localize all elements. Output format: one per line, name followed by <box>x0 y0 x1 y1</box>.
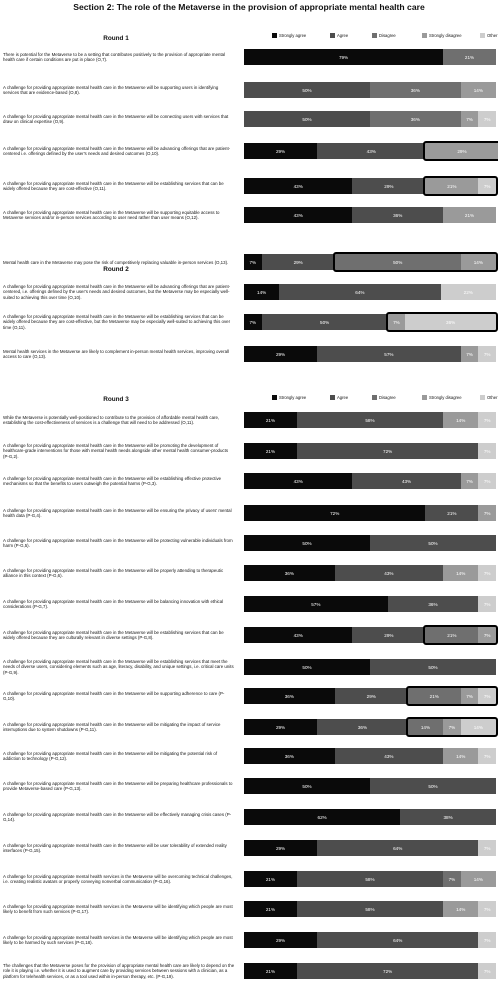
stacked-bar <box>244 871 496 887</box>
highlight-box <box>386 312 498 332</box>
legend-swatch <box>480 395 485 400</box>
bar-segment <box>370 778 496 794</box>
data-label: 58% <box>365 417 375 423</box>
stacked-bar <box>244 284 496 300</box>
bar-segment <box>443 565 478 581</box>
legend-swatch <box>330 395 335 400</box>
bar-segment <box>244 688 335 704</box>
data-label: 64% <box>393 937 403 943</box>
highlight-box <box>333 252 498 272</box>
bar-segment <box>443 412 478 428</box>
bar-segment <box>461 111 479 127</box>
data-label: 14% <box>456 753 466 759</box>
row-label: While the Metaverse is potentially well-positioned to contribute to the provision of affordable mental health care, establishing the cost-effectiveness of services is a challenge that will need to be addressed (O,11). <box>3 414 220 425</box>
data-label: 21% <box>265 417 276 423</box>
row-label: A challenge for providing appropriate mental health care in the Metaverse will be preparing healthcare professionals to provide Metaverse-based care (P-G,13). <box>3 780 233 791</box>
data-label: 21% <box>265 968 276 974</box>
data-label: 7% <box>249 319 257 325</box>
bar-segment <box>244 809 400 825</box>
bar-segment <box>443 901 478 917</box>
data-label: 22% <box>463 289 473 295</box>
data-label: 21% <box>447 632 457 638</box>
data-label: 7% <box>483 753 491 759</box>
legend-item <box>272 395 306 400</box>
bar-segment <box>317 840 478 856</box>
bar-segment <box>352 178 425 194</box>
row-label: A challenge for providing appropriate mental health care in the Metaverse will be connecting users with services that draw on clinical expertise (O,9). <box>3 113 229 124</box>
bar-segment <box>335 748 443 764</box>
data-label: 29% <box>275 937 286 943</box>
stacked-bar <box>244 719 496 735</box>
stacked-bar <box>244 473 496 489</box>
row-label: A challenge for providing appropriate mental health care in the Metaverse will be user tolerability of extended reality interfaces (P-G,15). <box>3 842 227 853</box>
row-label: A challenge for providing appropriate mental health care in the Metaverse will be mitigating the potential risk of addiction to technology (P-G,12). <box>3 750 218 761</box>
legend-swatch <box>372 395 377 400</box>
row-label: A challenge for providing appropriate mental health care in the Metaverse will be mitigating the impact of service interruptions due to system shutdowns (P-G,11). <box>3 721 221 732</box>
row-label: A challenge for providing appropriate mental health care in the Metaverse will be establishing services that can be widely offered because they are cost-effective (O,11). <box>3 180 224 191</box>
data-label: 7% <box>483 478 491 484</box>
data-label: 36% <box>284 753 294 759</box>
data-label: 7% <box>466 693 473 699</box>
data-label: 62% <box>317 814 327 820</box>
bar-segment <box>244 473 352 489</box>
data-label: 21% <box>265 876 276 882</box>
row-label: A challenge for providing appropriate mental health care in the Metaverse will be effectively managing crisis cases (P-G,14). <box>3 811 232 822</box>
row-label: A challenge for providing appropriate mental health care in the Metaverse will be establishing effective protective mechanisms so that the benefits to users outweigh the potential harms (P-G,3). <box>3 475 222 486</box>
row-label: A challenge for providing appropriate mental health care in the Metaverse will be protecting vulnerable individuals from harm (P-G,5). <box>3 537 233 548</box>
bar-segment <box>352 627 425 643</box>
row-label: A challenge for providing appropriate mental health care in the Metaverse will be establishing services that can be widely offered because they are culturally relevant in diverse settings (P-G,8). <box>3 629 224 640</box>
bar-segment: 21% <box>443 49 496 65</box>
bar-segment <box>461 473 479 489</box>
stacked-bar <box>244 659 496 675</box>
data-label: 50% <box>428 664 438 670</box>
bar-segment <box>244 505 425 521</box>
row-label: Mental health services in the Metaverse are likely to complement in-person mental health services, improving overall access to care (O,13). <box>3 348 229 359</box>
row-label: A challenge for providing appropriate mental health care in the Metaverse will be establishing services that can be widely offered because they are cost-effective, but the Metaverse may be especially well-suited to achieving this over time (O,11). <box>3 314 231 330</box>
legend <box>244 394 496 403</box>
data-label: 64% <box>393 845 403 851</box>
legend-item <box>330 395 348 400</box>
legend-label: Strongly agree <box>279 395 307 400</box>
data-label: 36% <box>284 570 294 576</box>
bar-segment <box>244 346 317 362</box>
stacked-bar <box>244 412 496 428</box>
bar-segment <box>317 346 461 362</box>
stacked-bar <box>244 443 496 459</box>
bar-segment <box>244 443 297 459</box>
data-label: 14% <box>456 417 466 423</box>
data-label: 50% <box>393 259 403 265</box>
data-label: 36% <box>357 724 368 730</box>
bar-segment <box>244 284 279 300</box>
bar-segment <box>443 871 461 887</box>
data-label: 72% <box>383 968 393 974</box>
bar-segment <box>297 901 443 917</box>
highlight-box <box>406 686 498 706</box>
legend-item <box>372 395 396 400</box>
data-label: 72% <box>383 448 393 454</box>
bar-segment <box>244 207 352 223</box>
bar-segment <box>244 901 297 917</box>
highlight-box <box>423 141 498 161</box>
bar-segment <box>244 627 352 643</box>
data-label: 14% <box>420 724 431 730</box>
data-label: 43% <box>384 570 394 576</box>
row-label: A challenge for providing appropriate mental health care in the Metaverse will be advancing offerings that are patient-centered, i.e. offerings defined by the user's needs and desired outcomes, but the Metaverse may be especially well-suited to achieving this over time (O,10). <box>3 284 231 300</box>
row-label: Mental health care in the Metaverse may pose the risk of competitively replacing valuable in-person services (O,13). <box>3 259 229 265</box>
legend-label: Strongly agree <box>279 33 307 38</box>
data-label: 7% <box>466 351 473 357</box>
legend-label: Agree <box>337 395 349 400</box>
row-label: A challenge for providing appropriate mental health care in the Metaverse will be balancing innovation with ethical considerations (P-G,7). <box>3 598 224 609</box>
legend-item <box>330 33 348 38</box>
bar-segment <box>443 748 478 764</box>
data-label: 29% <box>275 148 286 154</box>
bar-segment <box>335 565 443 581</box>
bar-segment <box>478 901 496 917</box>
stacked-bar <box>244 596 496 612</box>
bar-segment <box>461 346 479 362</box>
legend-item <box>480 395 497 400</box>
data-label: 72% <box>330 510 340 516</box>
bar-segment <box>352 207 443 223</box>
data-label: 43% <box>293 212 303 218</box>
data-label: 7% <box>483 937 491 943</box>
data-label: 36% <box>446 319 456 325</box>
data-label: 21% <box>265 448 276 454</box>
data-label: 50% <box>302 540 312 546</box>
legend-label: Strongly disagree <box>429 395 462 400</box>
bar-segment <box>461 82 496 98</box>
bar-segment <box>335 688 408 704</box>
data-label: 57% <box>311 601 321 607</box>
data-label: 79% <box>338 54 349 60</box>
row-label: There is potential for the Metaverse to be a setting that contributes positively to the provision of appropriate mental health care if certain conditions are put in place (O,7). <box>3 51 226 62</box>
row-label: A challenge for providing appropriate mental health care in the Metaverse will be establishing services that meet the needs of diverse users, considering elements such as age, literacy, disability, and unique settings, i.e. critical care units (P-G,9). <box>3 659 234 675</box>
data-label: 7% <box>483 570 491 576</box>
bar-segment <box>244 963 297 979</box>
bar-segment <box>244 535 370 551</box>
round-title: Round 3 <box>103 396 129 403</box>
row-label: A challenge for providing appropriate mental health care in the Metaverse will be supporting equitable access to Metaverse services and/or in-person services according to user need rather than user means (O,12). <box>3 209 220 220</box>
highlight-box <box>423 625 498 645</box>
row-label: A challenge for providing appropriate mental health services in the Metaverse will be overcoming technical challenges, i.e. creating realistic avatars or properly conveying nonverbal communication (P-G,16). <box>3 873 233 884</box>
data-label: 7% <box>483 351 491 357</box>
stacked-bar <box>244 901 496 917</box>
data-label: 7% <box>249 259 257 265</box>
data-label: 43% <box>366 148 376 154</box>
data-label: 7% <box>448 876 456 882</box>
highlight-box <box>423 176 498 196</box>
stacked-bar <box>244 778 496 794</box>
stacked-bar <box>244 535 496 551</box>
stacked-bar <box>244 963 496 979</box>
data-label: 50% <box>302 87 312 93</box>
round-title: Round 1 <box>103 35 129 42</box>
stacked-bar <box>244 932 496 948</box>
stacked-bar <box>244 627 496 643</box>
data-label: 29% <box>275 724 286 730</box>
data-label: 21% <box>447 183 457 189</box>
data-label: 14% <box>473 259 483 265</box>
bar-segment <box>244 596 388 612</box>
data-label: 58% <box>365 876 375 882</box>
bar-segment <box>370 535 496 551</box>
bar-segment <box>400 809 496 825</box>
legend-swatch <box>480 33 485 38</box>
bar-segment <box>370 659 496 675</box>
bar-segment <box>441 284 496 300</box>
bar-segment <box>262 254 335 270</box>
bar-segment <box>478 840 496 856</box>
data-label: 29% <box>366 693 376 699</box>
stacked-bar <box>244 565 496 581</box>
data-label: 29% <box>275 845 286 851</box>
row-label: A challenge for providing appropriate mental health care in the Metaverse will be promoting the development of healthcare-grade interventions for those with mental health needs alongside other mental health consumer-products (P-G,2). <box>3 443 229 459</box>
bar-segment <box>244 871 297 887</box>
data-label: 50% <box>302 116 312 122</box>
data-label: 7% <box>483 693 491 699</box>
bar-segment <box>478 412 496 428</box>
data-label: 43% <box>384 753 394 759</box>
data-label: 14% <box>473 876 483 882</box>
stacked-bar <box>244 840 496 856</box>
bar-segment <box>297 443 478 459</box>
data-label: 50% <box>320 319 330 325</box>
stacked-bar <box>244 505 496 521</box>
data-label: 7% <box>466 478 473 484</box>
data-label: 7% <box>466 116 473 122</box>
data-label: 14% <box>456 906 466 912</box>
data-label: 50% <box>302 783 312 789</box>
data-label: 7% <box>483 448 491 454</box>
row-label: A challenge for providing appropriate mental health care in the Metaverse will be supporting adherence to care (P-G,10). <box>3 690 225 701</box>
data-label: 21% <box>464 212 475 218</box>
data-label: 21% <box>265 906 276 912</box>
bar-segment <box>478 443 496 459</box>
legend-item <box>480 33 497 38</box>
data-label: 29% <box>384 183 394 189</box>
bar-segment <box>297 412 443 428</box>
bar-segment <box>478 473 496 489</box>
bar-segment <box>317 932 478 948</box>
data-label: 29% <box>457 148 467 154</box>
stacked-bar <box>244 178 496 194</box>
data-label: 43% <box>293 632 303 638</box>
data-label: 7% <box>483 116 491 122</box>
data-label: 38% <box>443 814 453 820</box>
data-label: 7% <box>483 968 491 974</box>
bar-segment <box>262 314 388 330</box>
legend-item <box>422 395 462 400</box>
data-label: 57% <box>384 351 394 357</box>
data-label: 43% <box>293 183 303 189</box>
legend <box>244 32 496 41</box>
legend-label: Strongly disagree <box>429 33 462 38</box>
legend-swatch <box>422 395 427 400</box>
bar-segment <box>478 346 496 362</box>
bar-segment <box>317 143 425 159</box>
round-title: Round 2 <box>103 266 129 273</box>
row-label: A challenge for providing appropriate mental health care in the Metaverse will be advancing offerings that are patient-centered i.e. offerings defined by the user's needs and desired outcomes (O,10). <box>3 145 231 156</box>
legend-item <box>422 33 462 38</box>
bar-segment <box>388 596 479 612</box>
bar-segment <box>478 565 496 581</box>
bar-segment <box>478 596 496 612</box>
data-label: 7% <box>483 601 491 607</box>
stacked-bar <box>244 143 496 159</box>
data-label: 36% <box>393 212 403 218</box>
data-label: 14% <box>257 289 267 295</box>
bar-segment <box>279 284 440 300</box>
bar-segment <box>244 659 370 675</box>
data-label: 7% <box>393 319 400 325</box>
data-label: 58% <box>365 906 375 912</box>
data-label: 50% <box>302 664 312 670</box>
stacked-bar <box>244 748 496 764</box>
stacked-bar <box>244 809 496 825</box>
highlight-box <box>406 717 498 737</box>
data-label: 7% <box>483 183 491 189</box>
row-label: A challenge for providing appropriate mental health care in the Metaverse will be supporting users in identifying services that are evidence-based (O,8). <box>3 84 219 95</box>
legend-swatch <box>422 33 427 38</box>
data-label: 7% <box>483 632 491 638</box>
bar-segment <box>244 178 352 194</box>
legend-swatch <box>330 33 335 38</box>
bar-segment <box>244 932 317 948</box>
data-label: 29% <box>275 351 286 357</box>
bar-segment <box>244 49 443 65</box>
data-label: 14% <box>456 570 466 576</box>
bar-segment <box>244 840 317 856</box>
data-label: 43% <box>401 478 412 484</box>
stacked-bar <box>244 314 496 330</box>
legend-swatch <box>372 33 377 38</box>
bar-segment <box>370 111 461 127</box>
stacked-bar <box>244 254 496 270</box>
bar-segment <box>478 963 496 979</box>
data-label: 7% <box>483 906 491 912</box>
bar-segment <box>425 505 478 521</box>
stacked-bar <box>244 688 496 704</box>
row-label: A challenge for providing appropriate mental health services in the Metaverse will be identifying which people are most likely to be harmed by such services (P-G,18). <box>3 934 233 945</box>
legend-label: Disagree <box>379 395 396 400</box>
data-label: 7% <box>483 417 491 423</box>
legend-label: Other <box>487 33 498 38</box>
data-label: 29% <box>384 632 394 638</box>
bar-segment <box>244 719 317 735</box>
legend-label: Disagree <box>379 33 396 38</box>
bar-segment <box>244 565 335 581</box>
stacked-bar <box>244 111 496 127</box>
data-label: 7% <box>483 510 491 516</box>
data-label: 36% <box>284 693 294 699</box>
data-label: 29% <box>293 259 303 265</box>
data-label: 21% <box>429 693 439 699</box>
bar-segment <box>478 932 496 948</box>
row-label: A challenge for providing appropriate mental health care in the Metaverse will be ensuring the privacy of users' mental health data (P-G,4). <box>3 507 232 518</box>
stacked-bar <box>244 346 496 362</box>
stacked-bar <box>244 207 496 223</box>
data-label: 64% <box>355 289 365 295</box>
row-label: A challenge for providing appropriate mental health care in the Metaverse will be properly attending to therapeutic alliance in this context (P-G,6). <box>3 567 224 578</box>
bar-segment <box>244 778 370 794</box>
bar-segment <box>352 473 460 489</box>
data-label: 36% <box>428 601 438 607</box>
bar-segment <box>443 207 496 223</box>
bar-segment <box>244 314 262 330</box>
bar-segment <box>244 143 317 159</box>
legend-item <box>372 33 396 38</box>
legend-label: Other <box>487 395 498 400</box>
data-label: 43% <box>293 478 303 484</box>
legend-label: Agree <box>337 33 349 38</box>
bar-segment <box>244 254 262 270</box>
data-label: 14% <box>473 724 483 730</box>
data-label: 36% <box>410 116 420 122</box>
legend-item <box>272 33 306 38</box>
bar-segment <box>478 111 496 127</box>
data-label: 50% <box>428 783 438 789</box>
bar-segment <box>297 871 443 887</box>
data-label: 7% <box>483 845 491 851</box>
bar-segment <box>244 111 370 127</box>
data-label: 7% <box>448 724 456 730</box>
bar-segment <box>370 82 461 98</box>
legend-swatch <box>272 395 277 400</box>
data-label: 21% <box>447 510 457 516</box>
bar-segment <box>478 505 496 521</box>
bar-segment <box>317 719 408 735</box>
legend-swatch <box>272 33 277 38</box>
data-label: 14% <box>473 87 483 93</box>
bar-segment <box>244 412 297 428</box>
bar-segment <box>461 871 496 887</box>
data-label: 50% <box>428 540 438 546</box>
stacked-bar <box>244 49 496 65</box>
bar-segment <box>244 748 335 764</box>
bar-segment <box>244 82 370 98</box>
data-label: 36% <box>410 87 420 93</box>
row-label: The challenges that the Metaverse poses for the provision of appropriate mental health care are likely to depend on the role it is playing i.e. whether it is used to augment care by providing services between sessions with a clinician, as a platform for telehealth services, or as a tool used within in-person therapy, etc. (P-G,19). <box>3 963 235 979</box>
bar-segment <box>478 748 496 764</box>
stacked-bar <box>244 82 496 98</box>
row-label: A challenge for providing appropriate mental health services in the Metaverse will be identifying which people are most likely to benefit from such services (P-G,17). <box>3 903 233 914</box>
bar-segment <box>297 963 478 979</box>
page-title: Section 2: The role of the Metaverse in the provision of appropriate mental health care <box>73 2 425 12</box>
